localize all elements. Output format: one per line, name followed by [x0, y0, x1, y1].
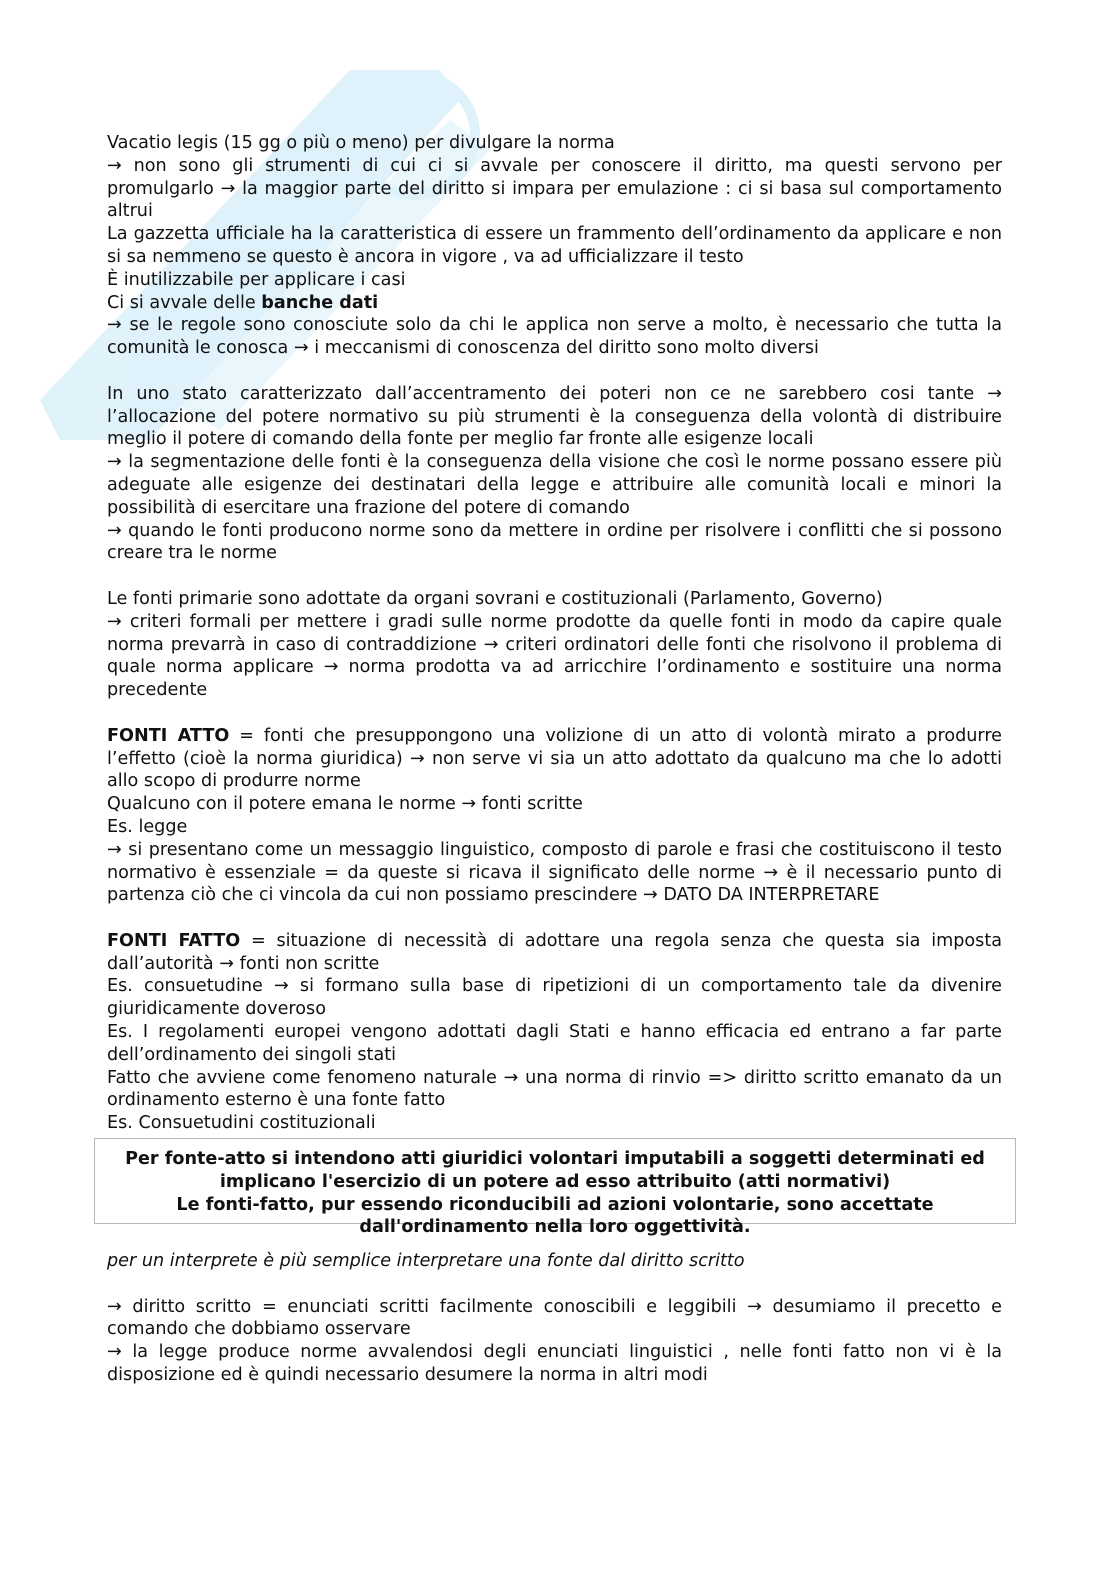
line-es-legge: Es. legge	[107, 816, 188, 837]
line-fonti-primarie: Le fonti primarie sono adottate da organi sovrani e costituzionali (Parlamento, Governo)	[107, 588, 883, 609]
line-banche-dati	[107, 292, 1002, 315]
line-regole: → se le regole sono conosciute solo da chi le applica non serve a molto, è necessario che tutta la comunità le conosca → i meccanismi di conoscenza del diritto sono molto diversi	[107, 315, 1002, 359]
definition-fonti-fatto: Le fonti-fatto, pur essendo riconducibili ad azioni volontarie, sono accettate dall'ordinamento nella loro oggettività.	[176, 1194, 934, 1238]
line-regolamenti-europei: Es. I regolamenti europei vengono adottati dagli Stati e hanno efficacia ed entrano a far parte dell’ordinamento dei singoli stati	[107, 1022, 1002, 1065]
banche-dati-term: banche dati	[261, 292, 379, 313]
line-vacatio: Vacatio legis (15 gg o più o meno) per divulgare la norma	[107, 133, 615, 153]
line-criteri-formali: → criteri formali per mettere i gradi sulle norme prodotte da quelle fonti in modo da capire quale norma prevarrà in caso di contraddizione → criteri ordinatori delle fonti che risolvono il problema di quale norma applicare → norma prodotta va ad arricchire l’ordinamento e sostituire una norma precedente	[107, 611, 1002, 701]
banche-dati-prefix: Ci si avvale delle	[107, 292, 262, 313]
line-messaggio-linguistico: → si presentano come un messaggio linguistico, composto di parole e frasi che costituiscono il testo normativo è essenziale = da queste si ricava il significato delle norme → è il necessario punto di partenza ciò che ci vincola da cui non possiamo prescindere → DATO DA INTERPRETARE	[107, 839, 1002, 906]
line-interprete: per un interprete è più semplice interpretare una fonte dal diritto scritto	[107, 1251, 745, 1272]
line-conflitti: → quando le fonti producono norme sono da mettere in ordine per risolvere i conflitti che si possono creare tra le norme	[107, 520, 1002, 564]
line-diritto-scritto: → diritto scritto = enunciati scritti facilmente conoscibili e leggibili → desumiamo il precetto e comando che dobbiamo osservare	[107, 1296, 1002, 1340]
line-fenomeno-naturale: Fatto che avviene come fenomeno naturale → una norma di rinvio => diritto scritto emanato da un ordinamento esterno è una fonte fatto	[107, 1067, 1002, 1111]
line-segmentazione: → la segmentazione delle fonti è la conseguenza della visione che così le norme possano essere più adeguate alle esigenze dei destinatari della legge e attribuire alle comunità locali e minori la possibilità di esercitare una frazione del potere di comando	[107, 452, 1002, 518]
line-fonti-scritte: Qualcuno con il potere emana le norme → fonti scritte	[107, 794, 583, 815]
fonti-atto-definition: = fonti che presuppongono una volizione di un atto di volontà mirato a produrre l’effetto (cioè la norma giuridica) → non serve vi sia un atto adottato da qualcuno ma che lo adotti allo scopo di produrre norme	[107, 725, 1002, 792]
line-fonti-fatto	[107, 930, 1002, 976]
line-consuetudine: Es. consuetudine → si formano sulla base di ripetizioni di un comportamento tale da divenire giuridicamente doveroso	[107, 976, 1002, 1020]
fonti-atto-term: FONTI ATTO	[107, 725, 230, 746]
fonti-fatto-term: FONTI FATTO	[107, 930, 241, 951]
definition-box	[94, 1138, 1016, 1238]
fonti-fatto-definition: = situazione di necessità di adottare una regola senza che questa sia imposta dall’autorità → fonti non scritte	[107, 930, 1002, 974]
line-gazzetta: La gazzetta ufficiale ha la caratteristica di essere un frammento dell’ordinamento da applicare e non si sa nemmeno se questo è ancora in vigore , va ad ufficializzare il testo	[107, 224, 1002, 267]
line-strumenti: → non sono gli strumenti di cui ci si avvale per conoscere il diritto, ma questi servono per promulgarlo → la maggior parte del diritto si impara per emulazione : ci si basa sul comportamento altrui	[107, 155, 1002, 222]
line-accentramento: In uno stato caratterizzato dall’accentramento dei poteri non ce ne sarebbero cosi tante → l’allocazione del potere normativo su più strumenti è la conseguenza della volontà di distribuire meglio il potere di comando della fonte per meglio far fronte alle esigenze locali	[107, 383, 1002, 450]
document-body	[107, 132, 1002, 1387]
line-fonti-atto	[107, 725, 1002, 793]
definition-fonte-atto: Per fonte-atto si intendono atti giuridici volontari imputabili a soggetti determinati ed implicano l'esercizio di un potere ad esso attribuito (atti normativi)	[125, 1149, 985, 1192]
line-consuetudini-costituzionali: Es. Consuetudini costituzionali	[107, 1113, 376, 1134]
line-inutilizzabile: È inutilizzabile per applicare i casi	[107, 269, 406, 290]
line-enunciati-linguistici: → la legge produce norme avvalendosi degli enunciati linguistici , nelle fonti fatto non vi è la disposizione ed è quindi necessario desumere la norma in altri modi	[107, 1342, 1002, 1386]
